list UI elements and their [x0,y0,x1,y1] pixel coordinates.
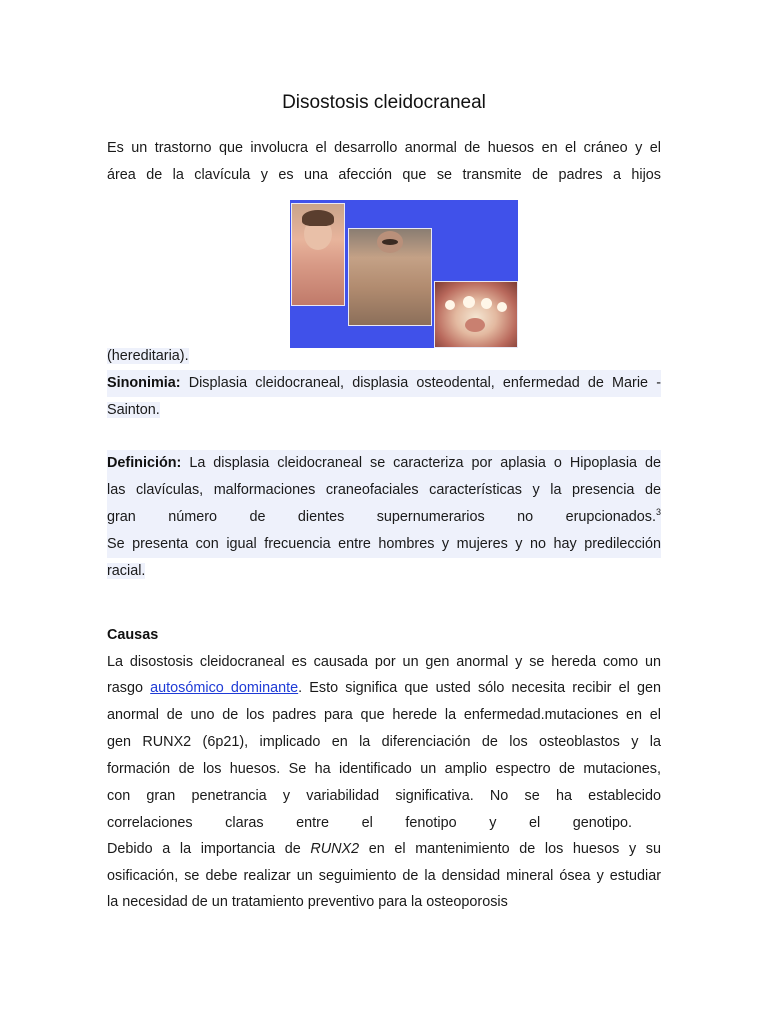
sinonimia-line-1 [107,370,661,397]
teeth-photo [434,281,518,348]
causas-line-3: anormal de uno de los padres para que herede la enfermedad.mutaciones en el [107,707,661,723]
causas-text-2b: . Esto significa que usted sólo necesita recibir el gen [298,680,662,696]
clinical-photo-collage [290,200,518,348]
footnote-ref: 3 [655,507,661,518]
causas-line-7: correlaciones claras entre el fenotipo y el genotipo. [107,815,632,831]
definicion-line-2: las clavículas, malformaciones craneofaciales características y la presencia de [107,477,661,504]
intro-line-1: Es un trastorno que involucra el desarrollo anormal de huesos en el cráneo y el [107,140,661,156]
patient-adult-photo [348,228,432,326]
definicion-line-1 [107,450,661,477]
sinonimia-line-2 [107,397,661,424]
causas-line-2 [107,675,661,702]
causas-line-6: con gran penetrancia y variabilidad significativa. No se ha establecido [107,788,661,804]
causas-heading-text: Causas [107,627,159,643]
document-title: Disostosis cleidocraneal [282,92,486,113]
causas-line-8 [107,836,661,863]
definicion-line-5 [107,558,661,585]
definicion-line-4: Se presenta con igual frecuencia entre hombres y mujeres y no hay predilección [107,531,661,558]
sinonimia-text-1: Displasia cleidocraneal, displasia osteodental, enfermedad de Marie - [180,375,661,391]
definicion-text-1: La displasia cleidocraneal se caracteriza por aplasia o Hipoplasia de [181,455,661,471]
sinonimia-text-2: Sainton. [107,402,160,418]
causas-line-1: La disostosis cleidocraneal es causada por un gen anormal y se hereda como un [107,654,661,670]
definicion-line-3 [107,504,661,531]
causas-line-5: formación de los huesos. Se ha identificado un amplio espectro de mutaciones, [107,761,661,777]
patient-child-photo [291,203,345,306]
causas-line-9: osificación, se debe realizar un seguimiento de la densidad mineral ósea y estudiar [107,868,661,884]
definicion-label: Definición: [107,455,182,471]
causas-line-4: gen RUNX2 (6p21), implicado en la diferenciación de los osteoblastos y la [107,734,661,750]
causas-text-8a: Debido a la importancia de [107,841,311,857]
definicion-text-5: racial. [107,563,146,579]
causas-text-8b: en el mantenimiento de los huesos y su [359,841,661,857]
autosomico-dominante-link[interactable]: autosómico dominante [150,680,299,696]
definicion-text-3: gran número de dientes supernumerarios no erupcionados. [107,509,656,525]
causas-heading [107,622,661,649]
hereditaria-text: (hereditaria). [107,348,189,364]
causas-line-10: la necesidad de un tratamiento preventivo para la osteoporosis [107,894,508,910]
causas-text-2a: rasgo [107,680,151,696]
intro-line-2: área de la clavícula y es una afección que se transmite de padres a hijos [107,167,661,183]
runx2-gene: RUNX2 [310,841,360,857]
intro-line-3 [107,343,661,370]
sinonimia-label: Sinonimia: [107,375,181,391]
